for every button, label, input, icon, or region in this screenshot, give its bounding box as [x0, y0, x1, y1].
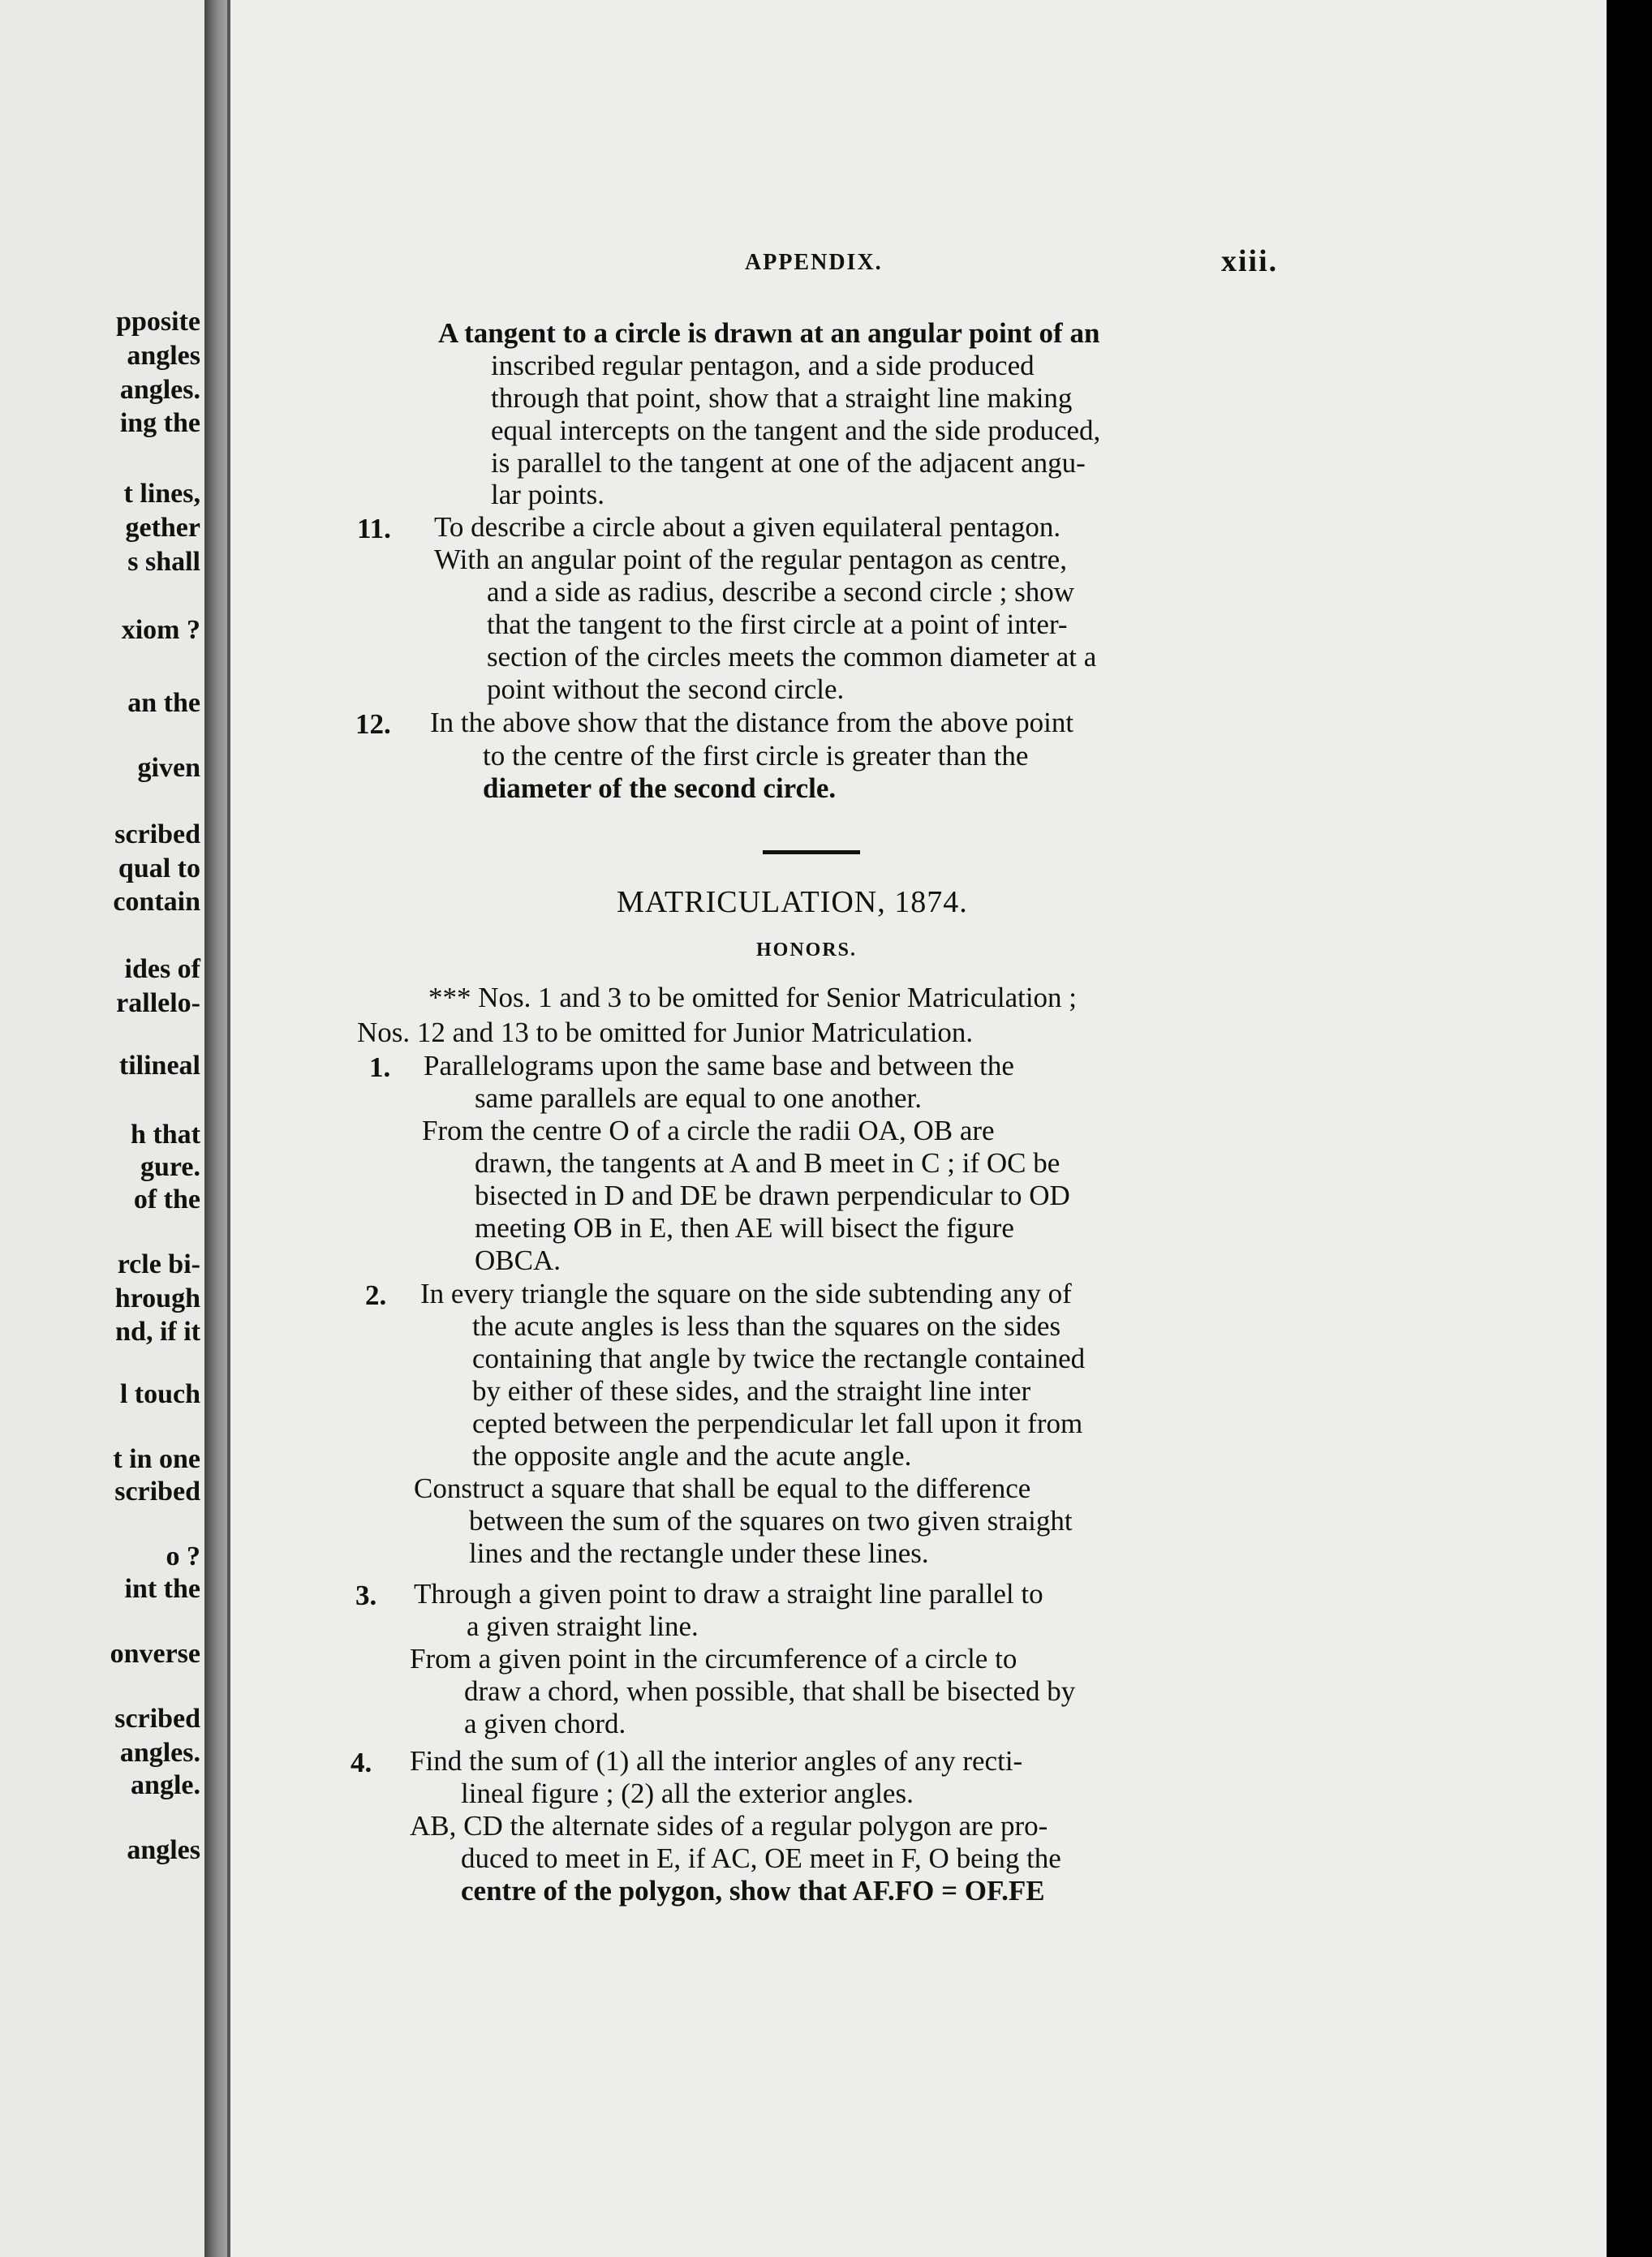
question-number: 11.: [357, 513, 391, 544]
text-line: Nos. 12 and 13 to be omitted for Junior Matriculation.: [357, 1017, 974, 1048]
section-subtitle: HONORS.: [756, 939, 858, 961]
left-page-fragment: ing the: [119, 408, 200, 438]
left-page-fragment: angles: [127, 1835, 200, 1865]
left-page-fragment: angles.: [119, 375, 200, 405]
left-page-fragment: scribed: [114, 1704, 200, 1734]
text-line: is parallel to the tangent at one of the adjacent angu-: [491, 447, 1086, 479]
left-page-fragment: gure.: [140, 1152, 200, 1182]
left-page-fragment: angles: [127, 341, 200, 371]
text-line: With an angular point of the regular pentagon as centre,: [434, 544, 1067, 575]
left-page-fragment: scribed: [114, 819, 200, 849]
left-page-fragment: pposite: [116, 307, 200, 337]
left-page-fragment: t in one: [113, 1444, 200, 1474]
text-line: containing that angle by twice the rectangle contained: [472, 1343, 1086, 1374]
left-page-fragment: scribed: [114, 1477, 200, 1507]
text-line: lar points.: [491, 479, 604, 510]
left-page-fragment: angles.: [119, 1738, 200, 1768]
left-page-fragment: rcle bi-: [117, 1249, 200, 1279]
text-line: inscribed regular pentagon, and a side produced: [491, 350, 1035, 381]
left-page-fragment: tilineal: [118, 1051, 200, 1081]
left-page-fragment: an the: [127, 688, 200, 718]
text-line: to the centre of the first circle is greater than the: [483, 740, 1029, 772]
text-line: lineal figure ; (2) all the exterior angles.: [461, 1778, 914, 1809]
text-line: From a given point in the circumference of a circle to: [410, 1643, 1017, 1674]
text-line: through that point, show that a straight line making: [491, 382, 1073, 414]
left-page-fragment: l touch: [119, 1379, 200, 1409]
text-line: To describe a circle about a given equilateral pentagon.: [434, 511, 1061, 543]
text-line: OBCA.: [475, 1245, 561, 1276]
left-page-fragment: angle.: [131, 1770, 200, 1800]
text-line: diameter of the second circle.: [483, 772, 837, 804]
left-page: [0, 0, 207, 2257]
text-line: section of the circles meets the common diameter at a: [487, 641, 1097, 673]
text-line: a given chord.: [464, 1708, 626, 1739]
text-line: A tangent to a circle is drawn at an angular point of an: [438, 317, 1100, 349]
text-line: bisected in D and DE be drawn perpendicular to OD: [475, 1180, 1070, 1211]
text-line: same parallels are equal to one another.: [475, 1082, 923, 1114]
question-number: 12.: [355, 708, 391, 740]
text-line: the acute angles is less than the squares on the sides: [472, 1310, 1061, 1342]
text-line: lines and the rectangle under these lines.: [469, 1537, 929, 1569]
left-page-fragment: o ?: [166, 1541, 200, 1571]
text-line: point without the second circle.: [487, 673, 845, 705]
text-line: centre of the polygon, show that AF.FO = OF.FE: [461, 1875, 1045, 1907]
text-line: In every triangle the square on the side subtending any of: [420, 1278, 1072, 1309]
left-page-fragment: contain: [113, 887, 200, 917]
text-line: the opposite angle and the acute angle.: [472, 1440, 912, 1472]
question-number: 3.: [355, 1580, 377, 1611]
text-line: AB, CD the alternate sides of a regular polygon are pro-: [410, 1810, 1048, 1842]
text-line: equal intercepts on the tangent and the side produced,: [491, 415, 1101, 446]
page-number: xiii.: [1221, 244, 1279, 278]
left-page-fragment: hrough: [114, 1283, 200, 1313]
text-line: In the above show that the distance from the above point: [430, 707, 1074, 738]
text-line: between the sum of the squares on two given straight: [469, 1505, 1073, 1537]
left-page-fragment: qual to: [118, 853, 200, 883]
left-page-fragment: h that: [131, 1120, 200, 1150]
left-page-fragment: given: [137, 753, 200, 783]
question-number: 1.: [369, 1051, 391, 1083]
section-divider: [763, 850, 860, 854]
text-line: Parallelograms upon the same base and between the: [424, 1050, 1014, 1081]
text-line: From the centre O of a circle the radii OA, OB are: [422, 1115, 995, 1146]
left-page-fragment: xiom ?: [121, 615, 200, 645]
left-page-fragment: nd, if it: [115, 1317, 200, 1347]
scan-border: [1607, 49, 1652, 2257]
running-header: APPENDIX.: [745, 250, 883, 275]
text-line: Construct a square that shall be equal to the difference: [414, 1472, 1031, 1504]
left-page-fragment: onverse: [110, 1639, 200, 1669]
left-page-fragment: int the: [124, 1574, 200, 1604]
text-line: cepted between the perpendicular let fall upon it from: [472, 1408, 1083, 1439]
left-page-fragment: t lines,: [123, 479, 200, 509]
left-page-fragment: rallelo-: [116, 988, 200, 1018]
question-number: 4.: [351, 1747, 372, 1778]
text-line: duced to meet in E, if AC, OE meet in F, O being the: [461, 1842, 1061, 1874]
left-page-fragment: s shall: [127, 547, 200, 577]
text-line: drawn, the tangents at A and B meet in C ; if OC be: [475, 1147, 1060, 1179]
text-line: meeting OB in E, then AE will bisect the figure: [475, 1212, 1014, 1244]
text-line: a given straight line.: [467, 1610, 699, 1642]
left-page-fragment: gether: [125, 513, 200, 543]
left-page-fragment: ides of: [124, 954, 200, 984]
text-line: Find the sum of (1) all the interior angles of any recti-: [410, 1745, 1023, 1777]
text-line: by either of these sides, and the straight line inter: [472, 1375, 1031, 1407]
text-line: Through a given point to draw a straight line parallel to: [414, 1578, 1043, 1610]
question-number: 2.: [365, 1279, 387, 1311]
text-line: that the tangent to the first circle at a point of inter-: [487, 608, 1068, 640]
left-page-fragment: of the: [133, 1184, 200, 1214]
text-line: *** Nos. 1 and 3 to be omitted for Senior Matriculation ;: [428, 982, 1078, 1013]
text-line: draw a chord, when possible, that shall be bisected by: [464, 1675, 1076, 1707]
section-title: MATRICULATION, 1874.: [617, 885, 968, 919]
text-line: and a side as radius, describe a second circle ; show: [487, 576, 1075, 608]
